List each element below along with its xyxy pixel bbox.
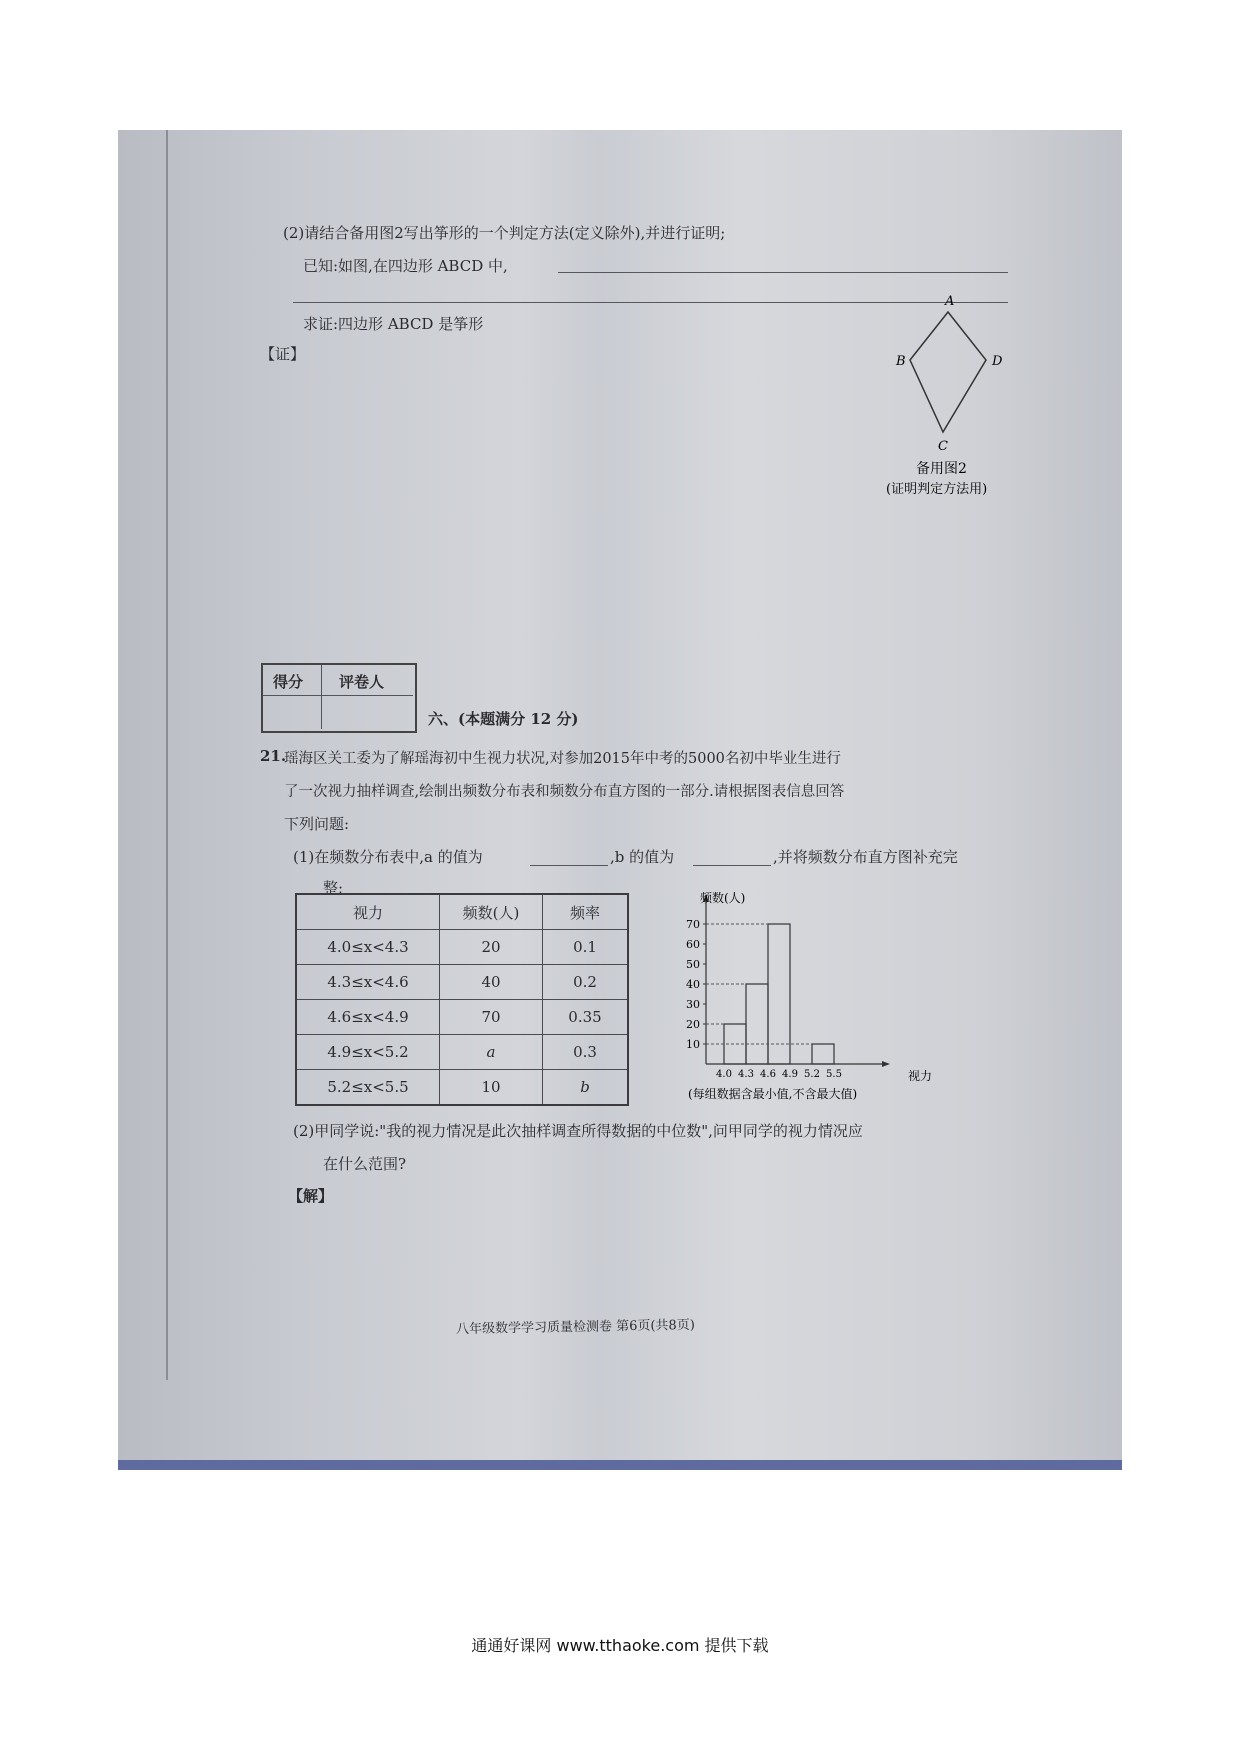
kite-shape — [910, 312, 986, 432]
q21-part1-d: 整; — [323, 879, 344, 897]
y-tick-label: 60 — [686, 938, 700, 951]
x-tick-label: 5.5 — [826, 1069, 842, 1080]
table-cell: 20 — [440, 930, 543, 965]
given-blank-line — [558, 272, 1008, 273]
table-cell: a — [440, 1035, 543, 1070]
q21-number: 21. — [260, 747, 287, 765]
q21-line1: 瑶海区关工委为了解瑶海初中生视力状况,对参加2015年中考的5000名初中毕业生进行 — [284, 751, 841, 767]
q20-part2-prompt: (2)请结合备用图2写出筝形的一个判定方法(定义除外),并进行证明; — [283, 224, 726, 242]
y-tick-label: 20 — [686, 1018, 700, 1031]
table-cell: 40 — [440, 965, 543, 1000]
y-tick-label: 40 — [686, 978, 700, 991]
header-cell: 频率 — [543, 894, 629, 930]
photo-bottom-edge — [118, 1460, 1122, 1470]
vertex-b-label: B — [896, 354, 906, 369]
given-label: 已知:如图,在四边形 ABCD 中, — [303, 257, 508, 275]
table-cell: 4.0≤x<4.3 — [296, 930, 440, 965]
table-cell: 70 — [440, 1000, 543, 1035]
vertex-d-label: D — [992, 354, 1003, 369]
table-cell: 4.3≤x<4.6 — [296, 965, 440, 1000]
table-row — [296, 930, 628, 965]
q21-part1-b: ,b 的值为 — [610, 848, 675, 866]
y-tick-label: 70 — [686, 918, 700, 931]
scanned-page — [118, 130, 1122, 1470]
x-tick-label: 4.0 — [716, 1069, 732, 1080]
histogram-bar — [812, 1044, 834, 1064]
prove-label: 求证:四边形 ABCD 是筝形 — [303, 315, 484, 333]
site-footer: 通通好课网 www.tthaoke.com 提供下载 — [471, 1636, 769, 1655]
kite-subcaption: (证明判定方法用) — [886, 482, 988, 497]
table-cell: 10 — [440, 1070, 543, 1106]
table-cell: 4.9≤x<5.2 — [296, 1035, 440, 1070]
table-cell: 0.1 — [543, 930, 629, 965]
blank-b — [693, 865, 771, 866]
x-tick-label: 4.3 — [738, 1069, 754, 1080]
page-footer: 八年级数学学习质量检测卷 第6页(共8页) — [455, 1317, 695, 1338]
vertex-c-label: C — [938, 439, 948, 454]
header-cell: 频数(人) — [440, 894, 543, 930]
histogram-bar — [768, 924, 790, 1064]
x-axis-arrow — [882, 1061, 890, 1067]
kite-caption: 备用图2 — [916, 461, 967, 477]
margin-line — [166, 130, 168, 1380]
grader-label: 评卷人 — [339, 673, 385, 691]
x-axis-label: 视力 — [908, 1069, 933, 1083]
vertex-a-label: A — [945, 294, 955, 309]
q21-part1-a: (1)在频数分布表中,a 的值为 — [293, 848, 483, 866]
header-cell: 视力 — [296, 894, 440, 930]
table-header-row — [296, 894, 628, 930]
q21-part2-line2: 在什么范围? — [323, 1155, 407, 1173]
q21-part1-c: ,并将频数分布直方图补充完 — [773, 848, 958, 866]
histogram-bar — [746, 984, 768, 1064]
histogram-chart — [658, 888, 948, 1108]
x-tick-label: 4.9 — [782, 1069, 798, 1080]
q21-part2-line1: (2)甲同学说:"我的视力情况是此次抽样调查所得数据的中位数",问甲同学的视力情况应 — [293, 1122, 863, 1140]
y-tick-label: 10 — [686, 1038, 700, 1051]
table-cell: 0.35 — [543, 1000, 629, 1035]
table-row — [296, 1035, 628, 1070]
score-label: 得分 — [273, 673, 304, 691]
y-tick-label: 50 — [686, 958, 700, 971]
q21-line3: 下列问题: — [284, 815, 350, 833]
table-row — [296, 1000, 628, 1035]
proof-label: 【证】 — [260, 345, 306, 363]
blank-a — [530, 865, 608, 866]
histogram-note: (每组数据含最小值,不含最大值) — [688, 1087, 858, 1101]
table-cell: 0.2 — [543, 965, 629, 1000]
y-axis-label: 频数(人) — [700, 891, 746, 905]
score-box — [261, 663, 417, 733]
table-row — [296, 965, 628, 1000]
table-row — [296, 1070, 628, 1106]
y-tick-label: 30 — [686, 998, 700, 1011]
frequency-table — [295, 893, 629, 1106]
section-title: 六、(本题满分 12 分) — [428, 710, 579, 728]
table-cell: b — [543, 1070, 629, 1106]
kite-figure — [878, 290, 1028, 500]
table-cell: 5.2≤x<5.5 — [296, 1070, 440, 1106]
x-tick-label: 5.2 — [804, 1069, 820, 1080]
table-cell: 0.3 — [543, 1035, 629, 1070]
q21-line2: 了一次视力抽样调查,绘制出频数分布表和频数分布直方图的一部分.请根据图表信息回答 — [284, 784, 845, 800]
x-tick-label: 4.6 — [760, 1069, 776, 1080]
table-cell: 4.6≤x<4.9 — [296, 1000, 440, 1035]
answer-label: 【解】 — [288, 1187, 334, 1205]
